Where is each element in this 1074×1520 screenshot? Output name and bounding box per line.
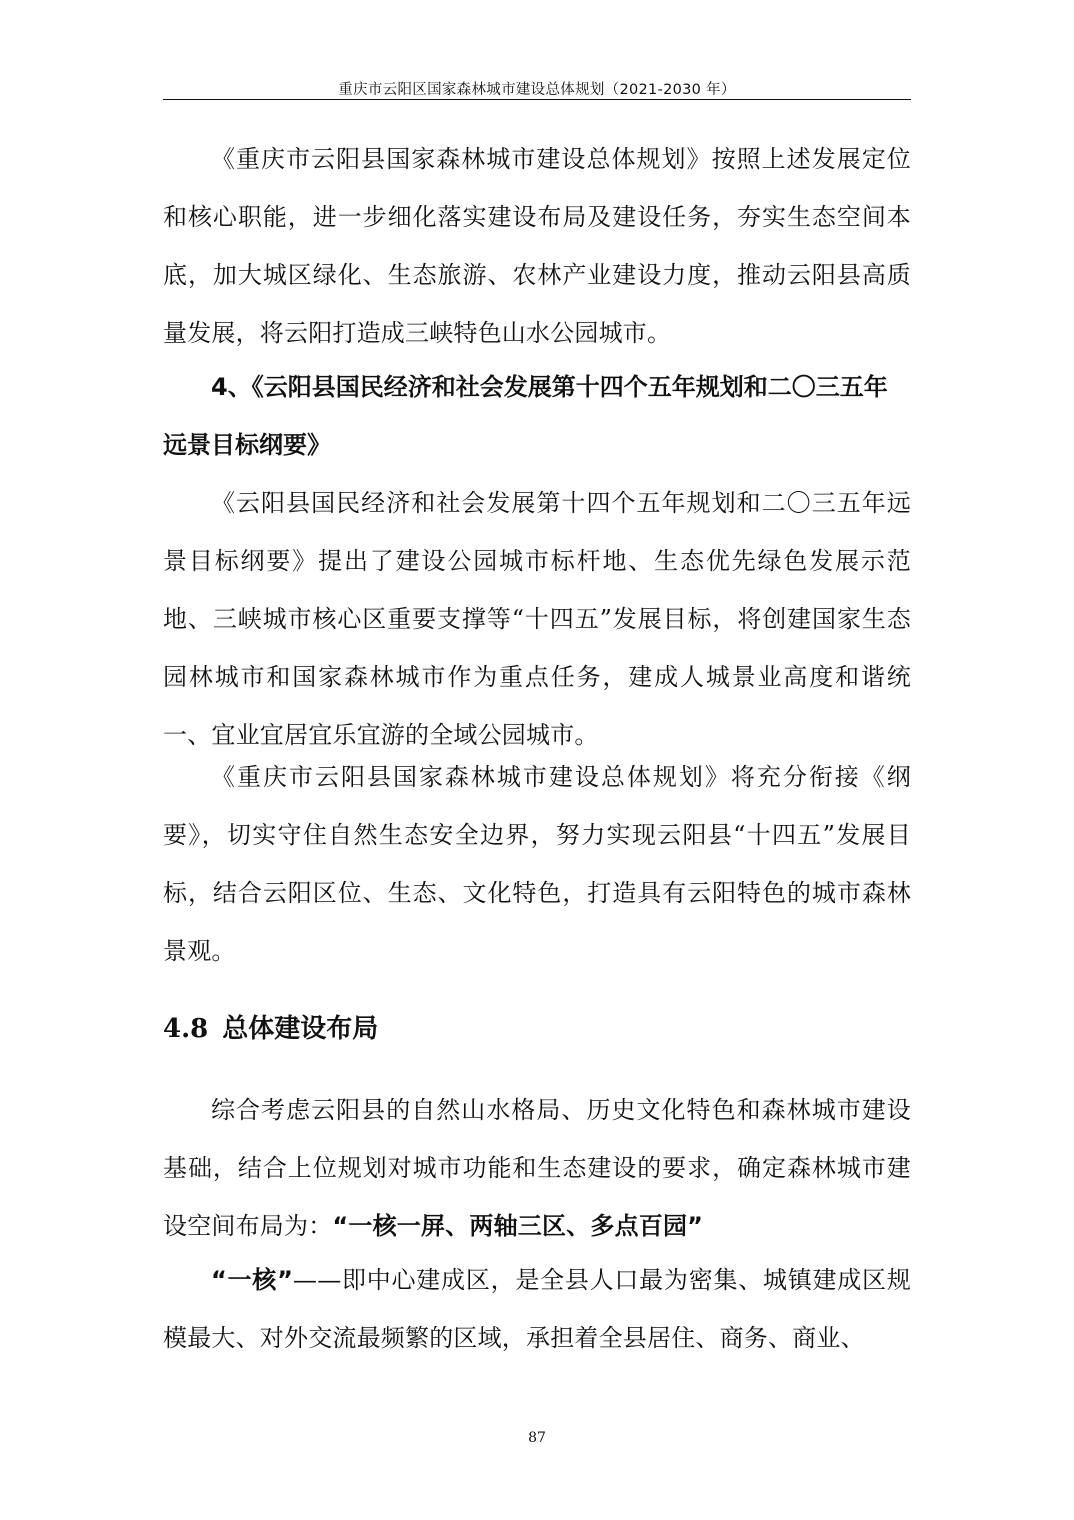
paragraph-spatial-layout <box>163 1081 911 1255</box>
section-heading <box>163 1004 378 1054</box>
paragraph-plan-positioning: 《重庆市云阳县国家森林城市建设总体规划》按照上述发展定位和核心职能，进一步细化落实建设布局及建设任务，夯实生态空间本底，加大城区绿化、生态旅游、农林产业建设力度，推动云阳县高质量发展，将云阳打造成三峡特色山水公园城市。 <box>163 145 911 347</box>
paragraph-outline-goals: 《云阳县国民经济和社会发展第十四个五年规划和二〇三五年远景目标纲要》提出了建设公园城市标杆地、生态优先绿色发展示范地、三峡城市核心区重要支撑等“十四五”发展目标，将创建国家生态园林城市和国家森林城市作为重点任务，建成人城景业高度和谐统一、宜业宜居宜乐宜游的全域公园城市。 <box>163 489 911 749</box>
paragraph-outline-link: 《重庆市云阳县国家森林城市建设总体规划》将充分衔接《纲要》，切实守住自然生态安全边界，努力实现云阳县“十四五”发展目标，结合云阳区位、生态、文化特色，打造具有云阳特色的城市森林景观。 <box>163 763 911 965</box>
layout-emphasis: “一核一屏、两轴三区、多点百园” <box>332 1212 704 1240</box>
page-number: 87 <box>528 1430 546 1446</box>
section-title: 总体建设布局 <box>222 1014 379 1044</box>
layout-intro-text: 综合考虑云阳县的自然山水格局、历史文化特色和森林城市建设基础，结合上位规划对城市功能和生态建设的要求，确定森林城市建设空间布局为： <box>163 1096 911 1240</box>
header-rule <box>163 99 911 100</box>
section-number: 4.8 <box>163 1014 209 1044</box>
one-core-text: ——即中心建成区，是全县人口最为密集、城镇建成区规模最大、对外交流最频繁的区域，承担着全县居住、商务、商业、 <box>163 1266 911 1352</box>
paragraph-one-core <box>163 1251 911 1367</box>
one-core-label: “一核” <box>211 1266 294 1294</box>
sub-heading-outline: 4、《云阳县国民经济和社会发展第十四个五年规划和二〇三五年远景目标纲要》 <box>163 373 888 459</box>
running-header: 重庆市云阳区国家森林城市建设总体规划（2021-2030 年） <box>338 82 736 98</box>
